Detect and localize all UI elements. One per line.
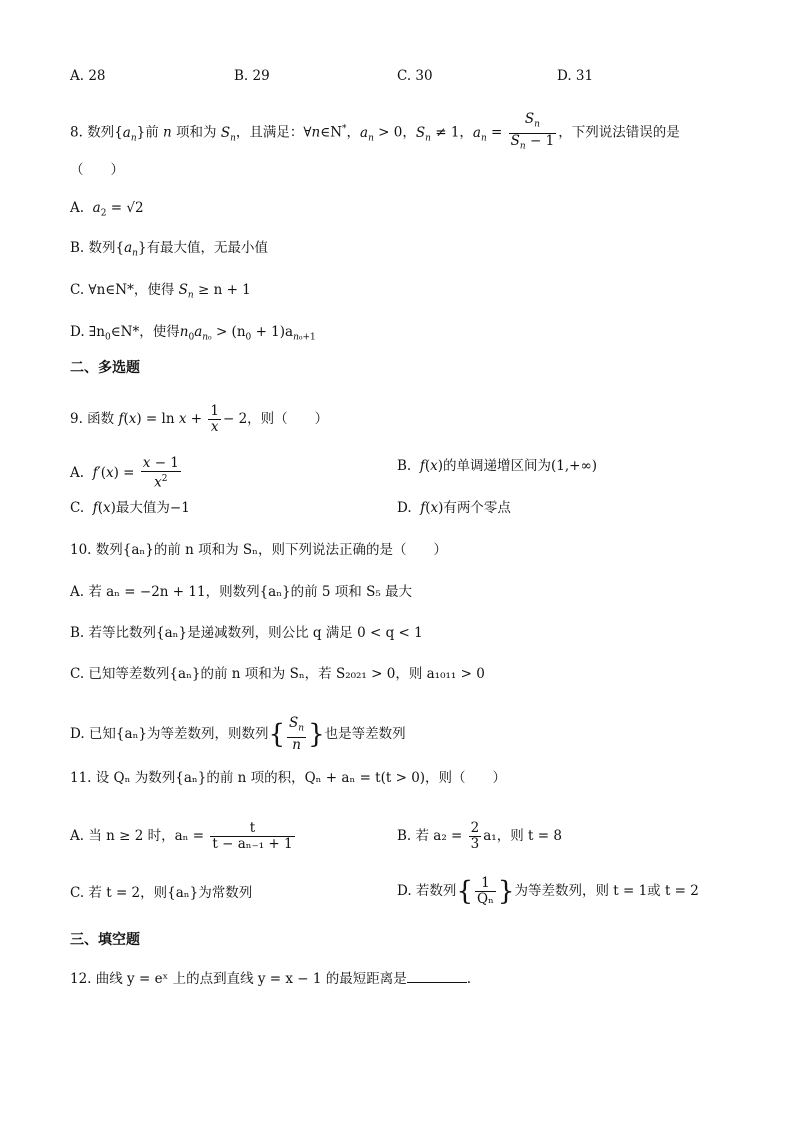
q10-option-b: B. 若等比数列{aₙ}是递减数列，则公比 q 满足 0 < q < 1 <box>70 625 423 641</box>
section-title-multiple-choice: 二、多选题 <box>70 360 140 376</box>
q8-text-b: 前 <box>145 124 159 141</box>
q9-stem: 9. 函数 f(x) = ln x + $\frac{1}{x}$ − 2，则（ ） <box>70 403 329 435</box>
q8-number: 8. <box>70 124 83 141</box>
q11-option-d: D. 若数列{ $\frac{1}{\text{Qₙ}}$ }为等差数列，则 t = 1或 t = 2 <box>397 875 699 907</box>
q11-stem: 11. 设 Qₙ 为数列{aₙ}的前 n 项的积，Qₙ + aₙ = t(t > 0)，则（ ） <box>70 770 507 786</box>
q8-text-a: 数列 <box>87 124 115 141</box>
q7-option-b: B. 29 <box>234 68 270 84</box>
q7-option-d: D. 31 <box>557 68 594 84</box>
q9-option-a: A. f′(x) = $\frac{x - 1}{x^2}$ <box>70 455 179 491</box>
q7-option-c: C. 30 <box>397 68 433 84</box>
q10-option-a: A. 若 aₙ = −2n + 11，则数列{aₙ}的前 5 项和 S₅ 最大 <box>70 584 413 600</box>
q8-option-c: C. ∀n∈N*，使得 $S_n \ge n + 1$ <box>70 282 251 301</box>
q9-option-d: D. f(x)有两个零点 <box>397 500 511 516</box>
section-title-fill-in: 三、填空题 <box>70 932 140 948</box>
q8-text-e: ，下列说法错误的是 <box>558 124 680 141</box>
q11-option-c: C. 若 t = 2，则{aₙ}为常数列 <box>70 885 253 901</box>
q8-paren: （ ） <box>70 162 124 178</box>
q8-text-c: 项和为 <box>176 124 217 141</box>
q11-option-b: B. 若 a₂ = $\frac{2}{3}$ a₁，则 t = 8 <box>397 820 562 852</box>
q8-stem: 8. 数列$\{a_n\}$前 n 项和为 $S_n$，且满足：∀n∈N*，$a_n > 0$，$S_n \ne 1$，$a_n$ = $\frac{S_n}{S_n - 1}$ ，下列说法错误的是 <box>70 112 680 154</box>
q8-text-d: ，且满足： <box>235 124 304 141</box>
answer-blank[interactable] <box>407 968 467 983</box>
q11-option-a: A. 当 n ≥ 2 时，aₙ = $\frac{t}{\text{t − aₙ₋₁ + 1}}$ <box>70 820 293 852</box>
q9-option-b: B. f(x)的单调递增区间为(1,+∞) <box>397 458 597 474</box>
q8-fraction: $\frac{S_n}{S_n - 1}$ <box>510 111 555 152</box>
q9-option-c: C. f(x)最大值为−1 <box>70 500 190 516</box>
q8-option-a: A. $a_2 = √2$ <box>70 200 144 219</box>
q10-option-d: D. 已知{aₙ}为等差数列，则数列{ $\frac{S_n}{n}$ }也是等差数列 <box>70 715 406 753</box>
q10-stem: 10. 数列{aₙ}的前 n 项和为 Sₙ，则下列说法正确的是（ ） <box>70 542 447 558</box>
q8-option-b: B. 数列$\{a_n\}$有最大值，无最小值 <box>70 240 269 259</box>
q8-option-d: D. $\exists n_0\in N*$，使得$n_0a_{n_0} > (n_0 + 1)a_{n_0+1}$ <box>70 324 316 343</box>
q12-stem: 12. 曲线 y = eˣ 上的点到直线 y = x − 1 的最短距离是 . <box>70 968 471 989</box>
q10-option-c: C. 已知等差数列{aₙ}的前 n 项和为 Sₙ，若 S₂₀₂₁ > 0，则 a₁₀₁₁ > 0 <box>70 666 485 682</box>
q7-option-a: A. 28 <box>70 68 106 84</box>
